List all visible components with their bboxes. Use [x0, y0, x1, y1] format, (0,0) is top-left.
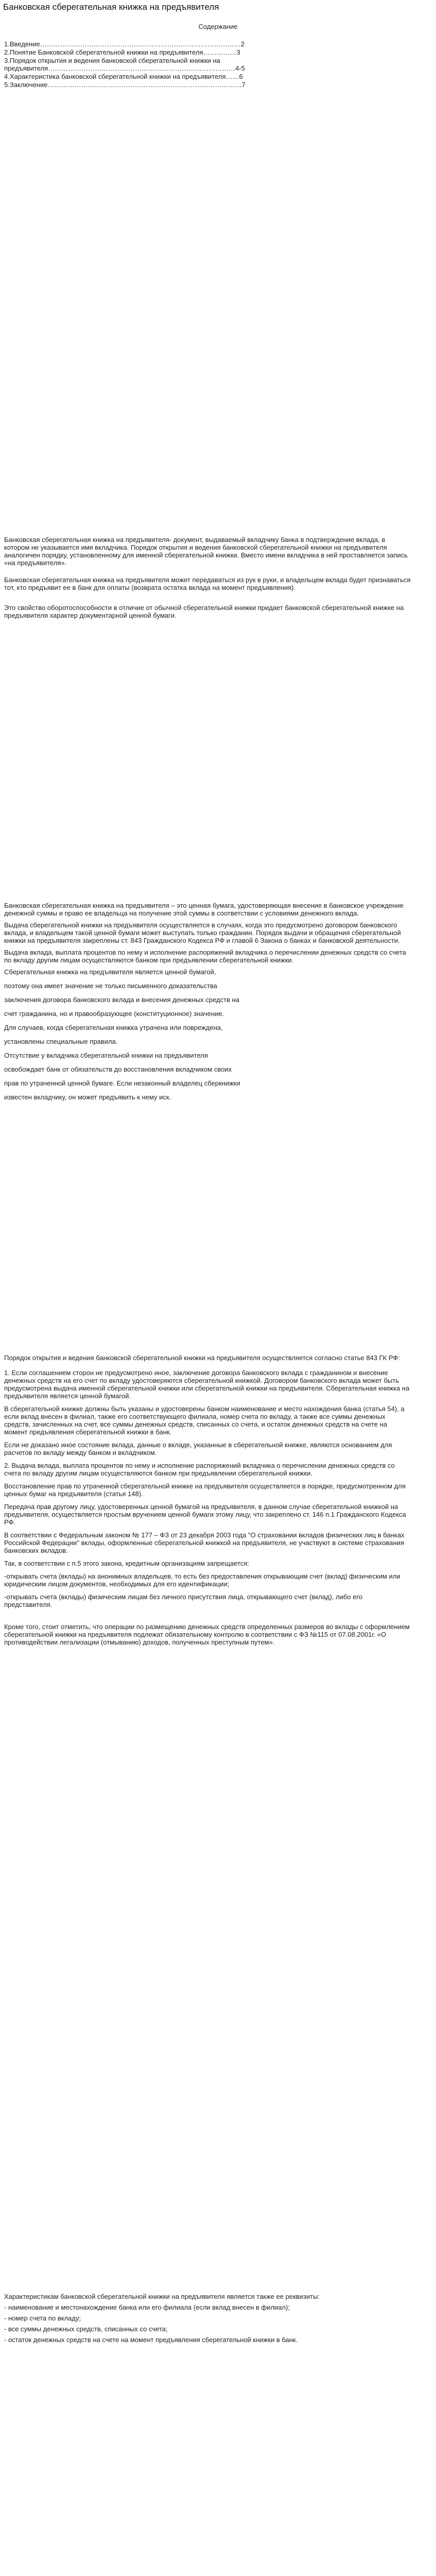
paragraph: Сберегательная книжка на предъявителя является ценной бумагой,: [4, 968, 216, 976]
toc-item: 5.Заключение……………………………………………………………………………7: [4, 81, 246, 89]
paragraph: поэтому она имеет значение не только письменного доказательства: [4, 982, 217, 990]
paragraph: Кроме того, стоит отметить, что операции по размещению денежных средств определенных размеров во вклады с оформлением сберегательной книжки на предъявителя подлежат обязательному контролю в соответствии с ФЗ №115 от 07.08.2001г. «О противодействии легализации (отмыванию) доходов, полученных преступным путем».: [4, 1623, 410, 1646]
section-procedure: [4, 1354, 411, 1649]
paragraph: Порядок открытия и ведения банковской сберегательной книжки на предъявителя осуществляется согласно статье 843 ГК РФ:: [4, 1354, 400, 1362]
list-item: - наименование и местонахождение банка или его филиала (если вклад внесен в филиал);: [4, 2303, 290, 2311]
paragraph: 2. Выдача вклада, выплата процентов по нему и исполнение распоряжений вкладчика о перечислении денежных средств со счета по вкладу другим лицам осуществляются банком при предъявлении сберегательной книжки.: [4, 1462, 395, 1477]
toc-item: 1.Введение………………………………………………………………………………2: [4, 40, 245, 48]
paragraph: В сберегательной книжке должны быть указаны и удостоверены банком наименование и место нахождения банка (статья 54), а если вклад внесен в филиал, также его соответствующего филиала, номер счета по вкладу, а также все суммы денежных средств, зачисленных на счет, все суммы денежных средств, списанных со счета, и остаток денежных средств на счете на момент предъявления сберегательной книжки в банк.: [4, 1405, 405, 1436]
toc-item: 2.Понятие Банковской сберегательной книжки на предъявителя……………3: [4, 48, 240, 56]
paragraph: Выдача вклада, выплата процентов по нему и исполнение распоряжений вкладчика о перечислении денежных средств со счета по вкладу другим лицам осуществляются банком при предъявлении сберегательной книжки.: [4, 948, 406, 964]
paragraph: заключения договора банковского вклада и внесения денежных средств на: [4, 996, 240, 1004]
paragraph: Передача прав другому лицу, удостоверенных ценной бумагой на предъявителя, в данном случае сберегательной книжкой на предъявителя, осуществляется простым вручением ценной бумаги этому лицу, что закреплено ст. 146 п.1 Гражданского Кодекса РФ.: [4, 1503, 406, 1526]
paragraph: освобождает банк от обязательств до восстановления вкладчиком своих: [4, 1065, 232, 1073]
paragraph: Выдача сберегательной книжки на предъявителя осуществляется в случаях, когда это предусмотрено договором банковского вклада, и владельцем такой ценной бумаги может выступать только гражданин. Порядок выдачи и обращения сберегательной книжки на предъявителя закреплены ст. 843 Гражданского Кодекса РФ и главой 6 Закона о банках и банковской деятельности.: [4, 921, 401, 944]
paragraph: известен вкладчику, он может предъявить к нему иск.: [4, 1093, 171, 1101]
paragraph: Отсутствие у вкладчика сберегательной книжки на предъявителя: [4, 1052, 208, 1059]
paragraph: Характеристикам банковской сберегательной книжки на предъявителя является также ее реквизиты:: [4, 2293, 320, 2300]
document-title: Банковская сберегательная книжка на предъявителя: [3, 2, 219, 12]
list-item: - все суммы денежных средств, списанных со счета;: [4, 2325, 168, 2333]
paragraph: счет гражданина, но и правообразующее (конституционное) значение.: [4, 1010, 224, 1018]
paragraph: В соответствии с Федеральным законом № 177 – ФЗ от 23 декабря 2003 года "О страховании вкладов физических лиц в банках Российской Федерации" вклады, оформленные сберегательной книжкой на предъявителя, не участвуют в системе страхования банковских вкладов.: [4, 1531, 405, 1554]
paragraph: Восстановление прав по утраченной сберегательной книжке на предъявителя осуществляется в порядке, предусмотренном для ценных бумаг на предъявителя (статья 148).: [4, 1482, 406, 1498]
paragraph: Банковская сберегательная книжка на предъявителя – это ценная бумага, удостоверяющая внесение в банковское учреждение денежной суммы и право ее владельца на получение этой суммы в соответствии с условиями денежного вклада.: [4, 902, 404, 917]
paragraph: Для случаев, когда сберегательная книжка утрачена или повреждена,: [4, 1024, 223, 1031]
paragraph: Если не доказано иное состояние вклада, данные о вкладе, указанные в сберегательной книжке, являются основанием для расчетов по вкладу между банком и вкладчиком.: [4, 1441, 392, 1456]
paragraph: -открывать счета (вклады) физическим лицам без личного присутствия лица, открывающего счет (вклад), либо его представителя.: [4, 1593, 363, 1608]
paragraph: -открывать счета (вклады) на анонимных владельцев, то есть без предоставления открывающим счет (вклад) физическим или юридическим лицом документов, необходимых для его идентификации;: [4, 1572, 400, 1588]
section-concept: [4, 902, 411, 1104]
toc-heading: Содержание: [198, 23, 238, 30]
paragraph: установлены специальные правила.: [4, 1038, 118, 1045]
paragraph: 1. Если соглашением сторон не предусмотрено иное, заключение договора банковского вклада с гражданином и внесение денежных средств на его счет по вкладу удостоверяются сберегательной книжкой. Договором банковского вклада может быть предусмотрена выдача именной сберегательной книжки или сберегательной книжки на предъявителя. Сберегательная книжка на предъявителя является ценной бумагой.: [4, 1369, 410, 1400]
paragraph: Так, в соответствии с п.5 этого закона, кредитным организациям запрещается:: [4, 1560, 250, 1567]
toc-item: 4.Характеристика банковской сберегательной книжки на предъявителя……6: [4, 73, 243, 80]
list-item: - остаток денежных средств на счете на момент предъявления сберегательной книжки в банк.: [4, 2336, 298, 2344]
paragraph: Банковская сберегательная книжка на предъявителя может передаваться из рук в руки, и владельцем вклада будет признаваться тот, кто предъявит ее в банк для оплаты (возврата остатка вклада на момент предъявления).: [4, 576, 411, 591]
section-introduction: [4, 536, 411, 622]
paragraph: прав по утраченной ценной бумаге. Если незаконный владелец сберкнижки: [4, 1079, 240, 1087]
list-item: - номер счета по вкладу;: [4, 2314, 81, 2322]
paragraph: Это свойство оборотоспособности в отличие от обычной сберегательной книжки придает банковской сберегательной книжке на предъявителя характер документарной ценной бумаги.: [4, 604, 404, 619]
section-characteristics: [4, 2293, 411, 2347]
table-of-contents: [4, 40, 375, 89]
toc-item: 3.Порядок открытия и ведения банковской сберегательной книжки на предъявителя…………………………………………………………………………4-5: [4, 57, 245, 72]
paragraph: Банковская сберегательная книжка на предъявителя- документ, выдаваемый вкладчику банка в подтверждение вклада, в котором не указывается имя вкладчика. Порядок открытия и ведения банковской сберегательной книжки на предъявителя аналогичен порядку, установленному для именной сберегательной книжки. Вместо имени вкладчика в ней проставляется запись «на предъявителя».: [4, 536, 408, 567]
